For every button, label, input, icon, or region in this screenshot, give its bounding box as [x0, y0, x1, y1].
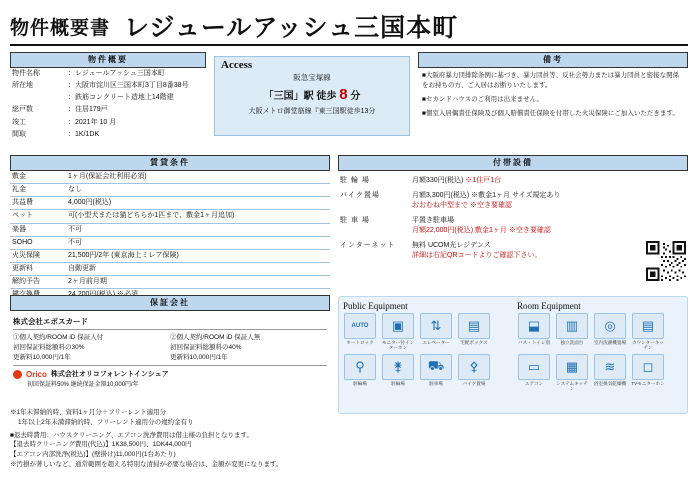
- row-key: 竣工: [12, 118, 26, 126]
- facility-note: おおむね中型まで ※空き要確認: [412, 202, 512, 209]
- facility-key: バイク置場: [340, 191, 380, 199]
- icon-glyph: ⚲: [355, 359, 365, 375]
- facility-value-text: 無料 UCOM光レジデンス: [412, 241, 491, 249]
- row-key: 間取: [12, 130, 26, 138]
- row-value: 可(小型犬または猫どちらか1匹まで、敷金1ヶ月追加): [68, 212, 235, 220]
- air-conditioner-icon: [518, 354, 550, 380]
- equipment-item: [555, 313, 589, 350]
- bath-dryer-icon: [594, 354, 626, 380]
- equipment-caption: システムキッチン: [556, 381, 588, 392]
- equipment-item: [457, 313, 491, 350]
- guarantee-section-title: 保証会社: [10, 295, 330, 311]
- bicycle-parking-icon: [344, 354, 376, 380]
- facility-value-text: 月額330円(税込): [412, 177, 464, 184]
- row-value: ：鉄筋コンクリート造地上14階建: [68, 94, 174, 102]
- terms-table: [10, 171, 330, 301]
- facility-note-wrap: [412, 226, 686, 237]
- facility-value: [412, 241, 646, 286]
- qr-code-icon: [646, 241, 686, 281]
- plan-line: 更新料10,000円/1年: [13, 353, 71, 361]
- equipment-panel: [338, 296, 688, 414]
- guarantee-plan-1: [13, 333, 170, 362]
- equipment-item: [593, 354, 627, 391]
- equipment-item: [419, 313, 453, 350]
- equipment-item: [343, 354, 377, 386]
- row-value: ：大阪市淀川区三国本町3丁目8番38号: [68, 82, 189, 90]
- table-row: [10, 129, 206, 141]
- access-minutes-unit: 分: [350, 91, 361, 102]
- access-secondary: 大阪メトロ御堂筋線『東三国駅徒歩13分: [248, 108, 376, 115]
- equipment-caption: オートロック: [346, 340, 374, 345]
- room-equipment-title: Room Equipment: [517, 301, 581, 311]
- plan-line: ①個人契約/ROOM iD 保証人付: [13, 334, 104, 341]
- icon-glyph: ◻: [642, 359, 654, 375]
- facility-note: 月額22,000円(税込) 敷金1ヶ月 ※空き要確認: [412, 227, 551, 234]
- guarantee-body: [10, 311, 330, 388]
- overview-panel: [10, 52, 206, 141]
- overview-table: [10, 68, 206, 141]
- equipment-item: [593, 313, 627, 350]
- icon-glyph: ▣: [391, 318, 405, 333]
- access-walk-info: [215, 86, 409, 103]
- equipment-item: [631, 354, 665, 391]
- header-divider: [10, 44, 688, 46]
- table-row: [10, 184, 330, 197]
- divider: [13, 365, 327, 366]
- orico-brand-label: Orico: [26, 369, 47, 379]
- row-value: 自動更新: [68, 264, 96, 272]
- row-key: 敷金: [12, 173, 26, 180]
- bicycle-icon: [382, 354, 414, 380]
- guarantee-company-2-row: [13, 369, 327, 379]
- table-row: [10, 197, 330, 210]
- table-row: [10, 68, 206, 80]
- equipment-caption: 室内洗濯機置場: [593, 340, 627, 345]
- elevator-icon: [420, 313, 452, 339]
- footnote-line: 1年以上2年未満滞納的時、フリーレント適用分の違約金有り: [18, 418, 194, 426]
- equipment-item: [419, 354, 453, 386]
- access-line-name: 阪急宝塚線: [293, 73, 331, 82]
- row-value: なし: [68, 186, 82, 194]
- row-key: 所在地: [12, 82, 33, 90]
- equipment-caption: エレベーター: [422, 340, 450, 345]
- facility-value-text: 平置き駐車場: [412, 216, 454, 224]
- icon-glyph: ⛟: [427, 358, 445, 374]
- icon-glyph: ⚴: [469, 359, 479, 375]
- equipment-caption: 駐車場: [429, 381, 443, 387]
- table-row: [10, 276, 330, 289]
- table-row: [10, 80, 206, 92]
- motorbike-parking-icon: [458, 354, 490, 380]
- divider: [13, 329, 327, 330]
- equipment-section: [338, 296, 688, 416]
- table-row: [10, 249, 330, 262]
- public-equipment-group: [343, 301, 509, 409]
- access-panel: [214, 56, 410, 136]
- facility-value: [412, 216, 686, 237]
- equipment-caption: カウンターキッチン: [632, 340, 664, 351]
- tv-intercom-icon: [632, 354, 664, 380]
- equipment-caption: 独立洗面台: [560, 340, 584, 345]
- facility-section-title: 付帯設備: [338, 155, 688, 171]
- guarantee-plans: [13, 333, 327, 362]
- separate-bath-toilet-icon: [518, 313, 550, 339]
- icon-glyph: ⚵: [393, 359, 403, 375]
- icon-glyph: ≋: [604, 359, 616, 375]
- equipment-item: [555, 354, 589, 391]
- property-name-heading: レジュールアッシュ三国本町: [124, 15, 459, 42]
- facility-note: ※1住戸1台: [465, 177, 502, 184]
- row-value: ：住居179戸: [68, 106, 108, 114]
- facility-row-bicycle: [340, 176, 686, 187]
- public-equipment-row-1: [343, 313, 509, 350]
- row-value: ：1K/1DK: [68, 130, 100, 138]
- page-title: 物件概要書: [10, 17, 111, 39]
- facility-panel: [338, 155, 688, 289]
- row-key: 楽器: [12, 225, 26, 233]
- list-item: ■個室入居偶責任保険及び個人賠償責任保険を付帯した火災保険にご加入いただきます。: [422, 110, 679, 118]
- washstand-icon: [556, 313, 588, 339]
- table-row: [10, 117, 206, 129]
- room-equipment-row-2: [517, 354, 683, 391]
- table-row: [10, 171, 330, 184]
- access-minutes: 8: [339, 86, 348, 103]
- monitor-intercom-icon: [382, 313, 414, 339]
- room-equipment-group: [517, 301, 683, 409]
- rental-terms-panel: [10, 155, 330, 301]
- guarantee-company-2-detail: 初回保証料50% 継続保証金額10,000円/年: [27, 382, 139, 389]
- equipment-item: [517, 354, 551, 391]
- footnotes: [10, 408, 340, 470]
- remarks-panel: [418, 52, 688, 126]
- row-value: 不可: [68, 225, 82, 233]
- row-key: 更新料: [12, 264, 33, 272]
- row-value: ：レジュールアッシュ三国本町: [68, 70, 165, 77]
- facility-value: [412, 176, 686, 187]
- table-row: [10, 92, 206, 104]
- row-value: 2ヶ月前月期: [68, 278, 107, 286]
- row-key: 火災保険: [12, 251, 40, 259]
- equipment-caption: 浴室換気乾燥機: [593, 381, 627, 387]
- table-row: [10, 210, 330, 223]
- equipment-caption: エアコン: [524, 381, 544, 387]
- table-row: [10, 223, 330, 236]
- facility-list: [338, 171, 688, 285]
- equipment-item: [381, 354, 415, 386]
- equipment-item: [457, 354, 491, 386]
- icon-glyph: ▤: [467, 318, 481, 333]
- footnote-line: ■退去時費用：ハウスクリーニング、エアコン洗浄費用は借主様の負担となります。: [10, 431, 253, 439]
- facility-key: 駐 車 場: [340, 216, 370, 224]
- row-key: 礼金: [12, 186, 26, 194]
- row-key: SOHO: [12, 238, 33, 246]
- footnote-line: 【エアコン内部洗浄(税込)】(壁掛け)11,000円(1台あたり): [10, 451, 176, 458]
- equipment-caption: 駐輪場: [391, 381, 405, 387]
- footnote-line: ※1年未滞納的時、資料1ヶ月分＋フリーレント適用分: [10, 409, 167, 416]
- internet-qr-code[interactable]: [646, 241, 686, 286]
- document-header: [10, 8, 688, 44]
- icon-glyph: ▤: [641, 318, 655, 333]
- icon-glyph: ▦: [565, 359, 579, 375]
- equipment-caption: バス・トイレ別: [518, 340, 550, 345]
- facility-row-internet: [340, 241, 686, 286]
- icon-glyph: ⇅: [430, 318, 442, 333]
- orico-logo-icon: [13, 370, 22, 379]
- equipment-item: [631, 313, 665, 350]
- icon-glyph: ▥: [565, 318, 579, 333]
- guarantee-panel: [10, 295, 330, 388]
- equipment-item: [343, 313, 377, 350]
- facility-row-parking: [340, 216, 686, 237]
- icon-glyph: AUTO: [351, 323, 369, 329]
- equipment-caption: バイク置場: [462, 381, 486, 387]
- row-key: [10, 92, 66, 104]
- equipment-item: [517, 313, 551, 350]
- facility-key: インターネット: [340, 241, 396, 249]
- facility-value-text: 月額3,300円(税込) ※敷金1ヶ月 サイズ規定あり: [412, 191, 561, 199]
- delivery-box-icon: [458, 313, 490, 339]
- icon-glyph: ⬓: [527, 318, 541, 333]
- row-key: ペット: [12, 212, 33, 220]
- guarantee-plan-2: [170, 333, 327, 362]
- icon-glyph: ▭: [527, 359, 541, 375]
- row-key: 総戸数: [12, 106, 33, 114]
- row-value: 21,500円/2年 (東京海上ミレア保険): [68, 251, 179, 259]
- equipment-item: [381, 313, 415, 350]
- equipment-caption: 宅配ボックス: [460, 340, 488, 345]
- facility-key: 駐 輪 場: [340, 177, 370, 184]
- table-row: [10, 104, 206, 116]
- row-value: 不可: [68, 238, 82, 246]
- footnote-line: ※汚損が著しいなど、通常範囲を超える特別な清掃が必要な場合は、金額が変更になります。: [10, 460, 283, 468]
- guarantee-company-1: 株式会社エポスカード: [13, 317, 88, 326]
- facility-value: [412, 191, 686, 212]
- table-row: [10, 262, 330, 275]
- room-equipment-row-1: [517, 313, 683, 350]
- row-value: 1ヶ月(保証会社利用必須): [68, 173, 147, 180]
- plan-line: 初回保証料総額料の30%: [13, 343, 85, 351]
- auto-lock-icon: [344, 313, 376, 339]
- footnote-line: 【退去時クリーニング費用(代込)】1K38,500円、1DK44,000円: [10, 441, 192, 449]
- row-key: 解約予告: [12, 278, 40, 286]
- row-key: 共益費: [12, 199, 33, 207]
- overview-section-title: 物件概要: [10, 52, 206, 68]
- row-value: 4,000円(税込): [68, 199, 112, 207]
- car-parking-icon: [420, 354, 452, 380]
- facility-note: 詳細は右記QRコードよりご確認下さい。: [412, 252, 542, 259]
- access-title: Access: [221, 59, 253, 71]
- list-item: ■大阪府暴力団排除条例に基づき、暴力団員等、反社会勢力または暴力団員と密接な関係をお持ちの方、ご入居はお断りいたします。: [422, 72, 680, 90]
- equipment-caption: モニター付インターホン: [381, 340, 415, 351]
- equipment-caption: TVモニターホン: [631, 381, 665, 387]
- plan-line: 初回保証料総額料の40%: [170, 343, 242, 351]
- system-kitchen-icon: [556, 354, 588, 380]
- remarks-list: [418, 68, 688, 126]
- remarks-section-title: 備考: [418, 52, 688, 68]
- counter-kitchen-icon: [632, 313, 664, 339]
- equipment-caption: 駐輪場: [353, 381, 367, 387]
- row-key: 物件名称: [12, 70, 40, 77]
- washer-space-icon: [594, 313, 626, 339]
- access-station: 「三国」駅 徒歩: [263, 91, 337, 102]
- public-equipment-row-2: [343, 354, 509, 386]
- terms-section-title: 賃貸条件: [10, 155, 330, 171]
- guarantee-company-2: 株式会社オリコフォレントインシュア: [50, 371, 169, 379]
- icon-glyph: ◎: [604, 318, 616, 333]
- public-equipment-title: Public Equipment: [343, 301, 408, 311]
- row-value: ：2021年 10 月: [68, 118, 117, 126]
- list-item: ■セカンドハウスのご利用は出来ません。: [422, 96, 543, 104]
- table-row: [10, 236, 330, 249]
- plan-line: 更新料10,000円/1年: [170, 353, 228, 361]
- facility-row-motorbike: [340, 191, 686, 212]
- plan-line: ②個人契約/ROOM iD 保証人無: [170, 334, 261, 341]
